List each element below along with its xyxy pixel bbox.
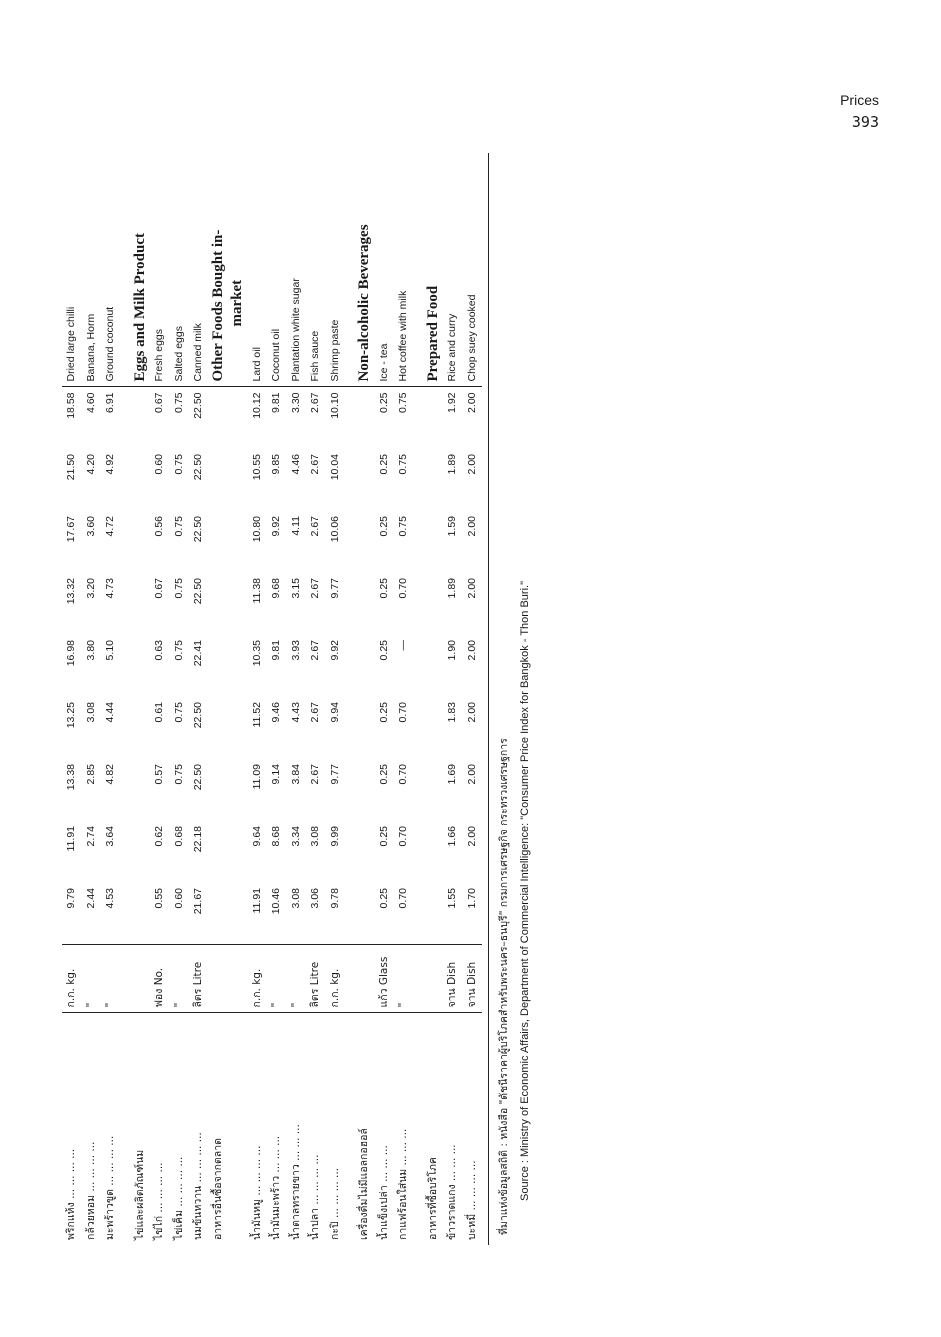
price-value: 0.70 [397, 702, 409, 723]
item-english: Ground coconut [101, 153, 121, 387]
price-value: 10.55 [250, 454, 263, 481]
price-value: 2.00 [465, 392, 478, 413]
unit-cell: แก้ว Glass [375, 945, 395, 1013]
table-row [82, 153, 102, 1245]
price-value: 0.55 [153, 888, 165, 909]
unit-cell: ก.ก. kg. [326, 945, 346, 1013]
category-heading-row [228, 153, 248, 1245]
price-value: 2.67 [309, 764, 321, 785]
price-value: 4.82 [104, 764, 116, 785]
item-thai: นมข้นหวาน ... ... ... ... [192, 1132, 204, 1240]
price-value: 0.68 [172, 826, 185, 847]
price-value: 10.10 [328, 392, 341, 419]
price-value: 0.75 [397, 516, 409, 537]
price-value: 16.98 [65, 640, 77, 667]
category-thai [228, 1013, 248, 1245]
item-thai: กาแฟร้อนใส่นม ... ... ... [397, 1128, 409, 1240]
table-row [306, 153, 326, 1245]
price-value: 4.60 [84, 392, 97, 413]
price-value: 0.75 [172, 454, 185, 475]
price-value: — [397, 640, 409, 651]
item-thai: น้ำแข็งเปล่า ... ... ... [377, 1145, 390, 1240]
item-english: Salted eggs [170, 153, 190, 387]
price-value: 0.25 [377, 826, 390, 847]
source-notes [489, 153, 535, 1245]
price-value: 22.41 [192, 640, 204, 667]
price-value: 0.75 [172, 640, 185, 661]
price-table [62, 153, 482, 1245]
price-value: 2.67 [309, 640, 321, 661]
price-value: 13.32 [65, 578, 77, 605]
price-value: 11.38 [250, 578, 263, 604]
item-thai: น้ำตาลทรายขาว ... ... ... [289, 1124, 302, 1240]
price-value: 0.75 [172, 392, 185, 413]
table-row [101, 153, 121, 1245]
price-value: 0.25 [377, 888, 390, 909]
price-value: 22.50 [192, 764, 204, 791]
price-value: 0.67 [153, 392, 165, 413]
unit-cell-empty [424, 945, 444, 1013]
spacer-cell [121, 945, 131, 1013]
unit-cell: " [267, 945, 287, 1013]
table-row [463, 153, 483, 1245]
item-english: Shrimp paste [326, 153, 346, 387]
price-value: 9.94 [328, 702, 341, 723]
item-thai: กะปิ ... ... ... ... [328, 1167, 341, 1240]
price-value: 0.62 [153, 826, 165, 847]
price-value: 11.09 [250, 764, 263, 790]
unit-cell: จาน Dish [443, 945, 463, 1013]
unit-cell-empty [131, 945, 151, 1013]
price-value: 10.04 [328, 454, 341, 481]
price-value: 1.90 [446, 640, 458, 661]
unit-cell: " [394, 945, 414, 1013]
category-thai: เครื่องดื่มไม่มีแอลกอฮอล์ [358, 1128, 370, 1240]
price-value: 0.60 [172, 888, 185, 909]
item-english: Plantation white sugar [287, 153, 307, 387]
page-number: 393 [851, 113, 879, 131]
item-thai: ข้าวราดแกง ... ... ... [446, 1144, 458, 1240]
spacer-cell [345, 387, 355, 945]
price-value: 2.67 [309, 702, 321, 723]
category-thai: อาหารอื่นซื้อจากตลาด [211, 1138, 224, 1240]
price-value: 3.06 [309, 888, 321, 909]
price-value: 2.00 [465, 516, 478, 537]
price-value: 11.52 [250, 702, 263, 728]
price-value: 2.67 [309, 578, 321, 599]
table-row [267, 153, 287, 1245]
category-english: Eggs and Milk Product [131, 153, 151, 387]
price-value: 3.30 [289, 392, 302, 413]
price-value: 10.06 [328, 516, 341, 543]
price-value: 3.08 [309, 826, 321, 847]
price-value: 0.75 [172, 578, 185, 599]
price-value: 2.67 [309, 392, 321, 413]
item-english: Canned milk [189, 153, 209, 387]
table-row [287, 153, 307, 1245]
price-value: 0.60 [153, 454, 165, 475]
price-value: 5.10 [104, 640, 116, 661]
price-value: 13.38 [65, 764, 77, 791]
price-value: 2.00 [465, 764, 478, 785]
price-value: 2.44 [84, 888, 97, 909]
price-value: 0.75 [397, 454, 409, 475]
price-value: 0.57 [153, 764, 165, 785]
table-row [375, 153, 395, 1245]
table-row [189, 153, 209, 1245]
price-value: 2.00 [465, 640, 478, 661]
price-value: 9.64 [250, 826, 263, 847]
price-value: 4.73 [104, 578, 116, 599]
spacer-cell [121, 387, 131, 945]
category-heading-row [131, 153, 151, 1245]
category-english: Non-alcoholic Beverages [355, 153, 375, 387]
unit-cell: ลิตร Litre [189, 945, 209, 1013]
source-english: Source : Ministry of Economic Affairs, Department of Commercial Intelligence: "Consumer Price Index for Bangkok - Thon Buri." [519, 581, 531, 1201]
price-value: 22.50 [192, 702, 204, 729]
price-value: 4.46 [289, 454, 302, 475]
price-value: 1.59 [446, 516, 458, 537]
price-value: 10.80 [250, 516, 263, 543]
price-value: 0.75 [172, 764, 185, 785]
price-value: 3.60 [84, 516, 97, 537]
price-value: 3.20 [84, 578, 97, 599]
price-value: 0.70 [397, 578, 409, 599]
spacer-cell [414, 945, 424, 1013]
price-value: 17.67 [65, 516, 77, 543]
price-value: 1.89 [446, 454, 458, 475]
price-value: 4.92 [104, 454, 116, 475]
spacer-row [414, 153, 424, 1245]
item-english: Hot coffee with milk [394, 153, 414, 387]
spacer-cell [345, 945, 355, 1013]
table-row [394, 153, 414, 1245]
price-value: 2.67 [309, 454, 321, 475]
price-value: 18.58 [65, 392, 77, 419]
price-value: 2.00 [465, 578, 478, 599]
price-value: 3.08 [289, 888, 302, 909]
price-value: 22.50 [192, 578, 204, 605]
price-value: 1.83 [446, 702, 458, 723]
price-table-body [62, 153, 482, 1245]
unit-cell: ก.ก. kg. [248, 945, 268, 1013]
price-value: 9.81 [270, 392, 282, 413]
price-value: 0.25 [377, 516, 390, 537]
price-value: 1.89 [446, 578, 458, 599]
price-value: 9.77 [328, 764, 341, 785]
item-thai: ไข่เค็ม ... ... ... ... [172, 1156, 185, 1240]
price-value: 3.93 [289, 640, 302, 661]
price-value: 0.70 [397, 826, 409, 847]
price-value: 22.50 [192, 454, 204, 481]
price-value: 10.35 [250, 640, 263, 667]
price-value: 1.55 [446, 888, 458, 909]
item-thai: กล้วยหอม ... ... ... ... [84, 1141, 97, 1240]
unit-cell: " [170, 945, 190, 1013]
table-row [248, 153, 268, 1245]
values-empty [355, 387, 375, 945]
price-value: 2.85 [84, 764, 97, 785]
spacer-row [345, 153, 355, 1245]
price-value: 9.85 [270, 454, 282, 475]
price-value: 6.91 [104, 392, 116, 413]
price-value: 21.67 [192, 888, 204, 915]
price-value: 0.25 [377, 454, 390, 475]
values-empty [228, 387, 248, 945]
item-english: Rice and curry [443, 153, 463, 387]
category-english: market [228, 153, 248, 387]
price-value: 4.20 [84, 454, 97, 475]
item-english: Dried large chilli [62, 153, 82, 387]
table-row [170, 153, 190, 1245]
price-value: 10.12 [250, 392, 263, 419]
price-value: 4.53 [104, 888, 116, 909]
unit-cell: ลิตร Litre [306, 945, 326, 1013]
price-value: 4.72 [104, 516, 116, 537]
item-english: Ice - tea [375, 153, 395, 387]
table-row [326, 153, 346, 1245]
price-value: 9.14 [270, 764, 282, 785]
unit-cell: " [82, 945, 102, 1013]
price-value: 0.25 [377, 640, 390, 661]
price-value: 3.84 [289, 764, 302, 785]
price-value: 0.25 [377, 764, 390, 785]
category-thai: ไข่และผลิตภัณฑ์นม [133, 1149, 146, 1240]
table-row [443, 153, 463, 1245]
spacer-cell [414, 1013, 424, 1245]
item-english: Fresh eggs [150, 153, 170, 387]
price-value: 2.00 [465, 826, 478, 847]
price-value: 9.79 [65, 888, 77, 909]
price-value: 0.25 [377, 702, 390, 723]
table-row [150, 153, 170, 1245]
item-english: Lard oil [248, 153, 268, 387]
price-value: 4.44 [104, 702, 116, 723]
price-value: 11.91 [65, 826, 77, 852]
category-heading-row [424, 153, 444, 1245]
section-title: Prices [840, 92, 879, 108]
unit-cell: " [287, 945, 307, 1013]
item-english: Fish sauce [306, 153, 326, 387]
item-thai: มะพร้าวขูด ... ... ... ... [104, 1135, 116, 1240]
spacer-cell [345, 153, 355, 387]
price-value: 22.18 [192, 826, 204, 853]
price-value: 0.56 [153, 516, 165, 537]
rotated-price-table-block [62, 153, 582, 1245]
item-english: Chop suey cooked [463, 153, 483, 387]
item-english: Coconut oil [267, 153, 287, 387]
price-value: 21.50 [65, 454, 77, 481]
price-value: 0.61 [153, 702, 165, 723]
item-english: Banana, Horm [82, 153, 102, 387]
price-value: 4.11 [289, 516, 302, 536]
unit-cell-empty [228, 945, 248, 1013]
price-value: 2.67 [309, 516, 321, 537]
item-thai: น้ำมันหมู ... ... ... ... [250, 1145, 263, 1240]
unit-cell: ก.ก. kg. [62, 945, 82, 1013]
price-value: 0.70 [397, 764, 409, 785]
item-thai: พริกแห้ง ... ... ... ... [65, 1148, 77, 1240]
spacer-cell [414, 153, 424, 387]
category-thai: อาหารที่ซื้อบริโภค [426, 1157, 439, 1240]
price-value: 2.00 [465, 454, 478, 475]
price-value: 0.67 [153, 578, 165, 599]
price-value: 0.75 [172, 702, 185, 723]
price-value: 2.00 [465, 702, 478, 723]
spacer-cell [345, 1013, 355, 1245]
price-value: 11.91 [250, 888, 263, 914]
spacer-row [121, 153, 131, 1245]
unit-cell: ฟอง No. [150, 945, 170, 1013]
price-value: 9.46 [270, 702, 282, 723]
price-value: 3.15 [289, 578, 302, 599]
page-header [840, 92, 879, 131]
price-value: 9.92 [270, 516, 282, 537]
price-value: 0.25 [377, 392, 390, 413]
category-english: Prepared Food [424, 153, 444, 387]
price-value: 4.43 [289, 702, 302, 723]
price-value: 3.80 [84, 640, 97, 661]
price-value: 9.68 [270, 578, 282, 599]
price-value: 9.99 [328, 826, 341, 847]
values-empty [131, 387, 151, 945]
price-value: 3.34 [289, 826, 302, 847]
values-empty [424, 387, 444, 945]
item-thai: น้ำมันมะพร้าว ... ... ... [270, 1135, 282, 1240]
item-thai: น้ำปลา ... ... ... ... [309, 1154, 321, 1240]
source-thai: ที่มาแห่งข้อมูลสถิติ : หนังสือ "ดัชนีราคาผู้บริโภคสำหรับพระนคร–ธนบุรี" กรมการเศรษฐกิจ กระทรวงเศรษฐการ [498, 738, 510, 1235]
category-heading-row [355, 153, 375, 1245]
price-value: 1.70 [465, 888, 478, 909]
price-value: 2.74 [84, 826, 97, 847]
price-value: 3.08 [84, 702, 97, 723]
unit-cell: " [101, 945, 121, 1013]
unit-cell-empty [209, 945, 229, 1013]
unit-cell: จาน Dish [463, 945, 483, 1013]
price-value: 0.25 [377, 578, 390, 599]
category-heading-row [209, 153, 229, 1245]
price-value: 0.75 [397, 392, 409, 413]
price-value: 9.81 [270, 640, 282, 661]
price-value: 10.46 [270, 888, 282, 915]
price-value: 0.63 [153, 640, 165, 661]
price-value: 9.92 [328, 640, 341, 661]
price-value: 9.77 [328, 578, 341, 599]
category-english: Other Foods Bought in- [209, 153, 229, 387]
unit-cell-empty [355, 945, 375, 1013]
price-value: 13.25 [65, 702, 77, 729]
spacer-cell [414, 387, 424, 945]
table-row [62, 153, 82, 1245]
price-value: 22.50 [192, 392, 204, 419]
price-value: 9.78 [328, 888, 341, 909]
values-empty [209, 387, 229, 945]
price-value: 22.50 [192, 516, 204, 543]
price-value: 8.68 [270, 826, 282, 847]
price-value: 3.64 [104, 826, 116, 847]
item-thai: บะหมี่ ... ... ... ... [465, 1160, 478, 1240]
spacer-cell [121, 153, 131, 387]
item-thai: ไข่ไก่ ... ... ... ... [153, 1162, 165, 1240]
price-value: 1.66 [446, 826, 458, 847]
price-value: 0.75 [172, 516, 185, 537]
price-value: 1.69 [446, 764, 458, 785]
spacer-cell [121, 1013, 131, 1245]
price-value: 0.70 [397, 888, 409, 909]
price-value: 1.92 [446, 392, 458, 413]
